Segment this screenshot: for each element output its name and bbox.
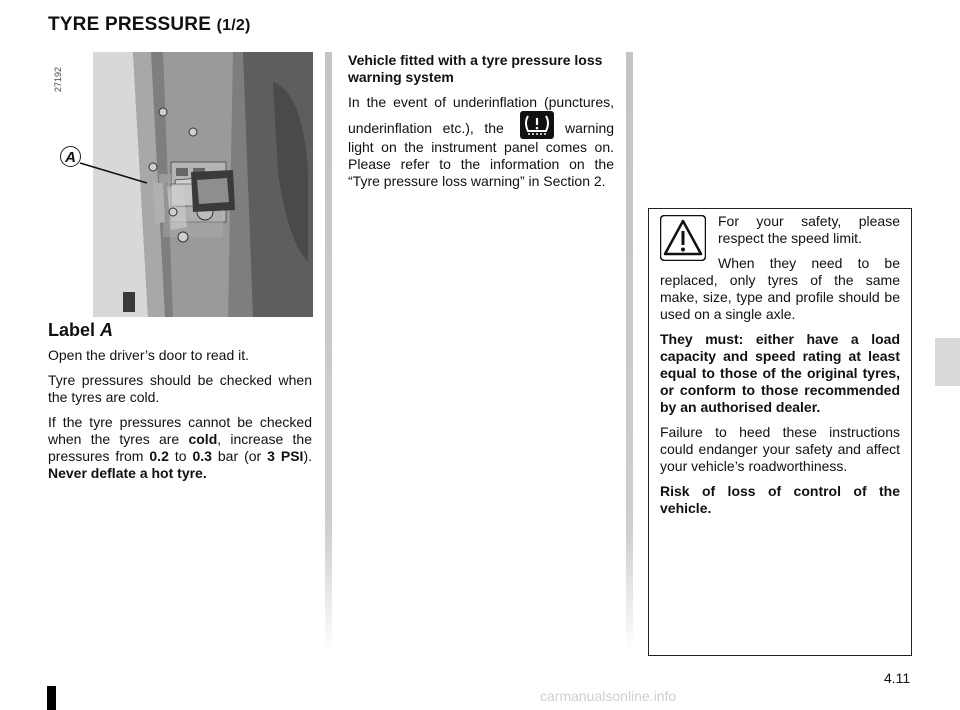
warning-triangle-icon <box>660 215 706 261</box>
callout-line <box>0 0 200 200</box>
title-part: (1/2) <box>216 17 251 34</box>
warning-speed-limit: For your safety, please respect the speed limit. <box>718 213 900 246</box>
paragraph-open-door: Open the driver’s door to read it. <box>48 347 250 363</box>
warning-load-capacity: They must: either have a load capacity and speed rating at least equal to those of the original tyres, or conform to those recommended by an authorised dealer. <box>660 331 900 415</box>
figure-ref-code: 27192 <box>53 66 63 92</box>
paragraph-pressure-increase: If the tyre pressures cannot be checked when the tyres are cold, increase the pressures from 0.2 to 0.3 bar (or 3 PSI). Never deflate a hot tyre. <box>48 414 313 481</box>
tpms-heading: Vehicle fitted with a tyre pressure loss warning system <box>348 52 603 85</box>
never-deflate-text: Never deflate a hot tyre. <box>48 465 207 481</box>
watermark: carmanualsonline.info <box>540 688 677 704</box>
column-divider-right <box>626 52 633 652</box>
title-text: TYRE PRESSURE <box>48 14 212 35</box>
safety-warning-box <box>648 208 912 656</box>
label-a-heading <box>48 322 312 339</box>
tyre-pressure-warning-icon <box>520 111 554 139</box>
column-divider-left <box>325 52 332 652</box>
callout-a: A <box>60 146 81 167</box>
left-column <box>48 322 312 490</box>
page-number: 4.11 <box>884 670 911 686</box>
warning-loss-control: Risk of loss of control of the vehicle. <box>660 483 900 516</box>
label-prefix: Label <box>48 320 96 340</box>
label-letter: A <box>100 320 114 340</box>
middle-column <box>348 52 614 198</box>
section-side-tab <box>935 338 960 386</box>
paragraph-check-cold: Tyre pressures should be checked when the tyres are cold. <box>48 372 312 405</box>
paragraph-underinflation: In the event of underinflation (punctures, underinflation etc.), the warning light on the instrument panel comes on. Please refer to the information on the “Tyre pressure loss warning” in Section 2. <box>348 94 615 189</box>
corner-marker <box>47 686 56 710</box>
warning-failure-heed: Failure to heed these instructions could endanger your safety and affect your vehicle’s roadworthiness. <box>660 424 900 474</box>
warning-replace-tyres: When they need to be replaced, only tyres of the same make, size, type and profile should be used on a single axle. <box>660 255 900 322</box>
